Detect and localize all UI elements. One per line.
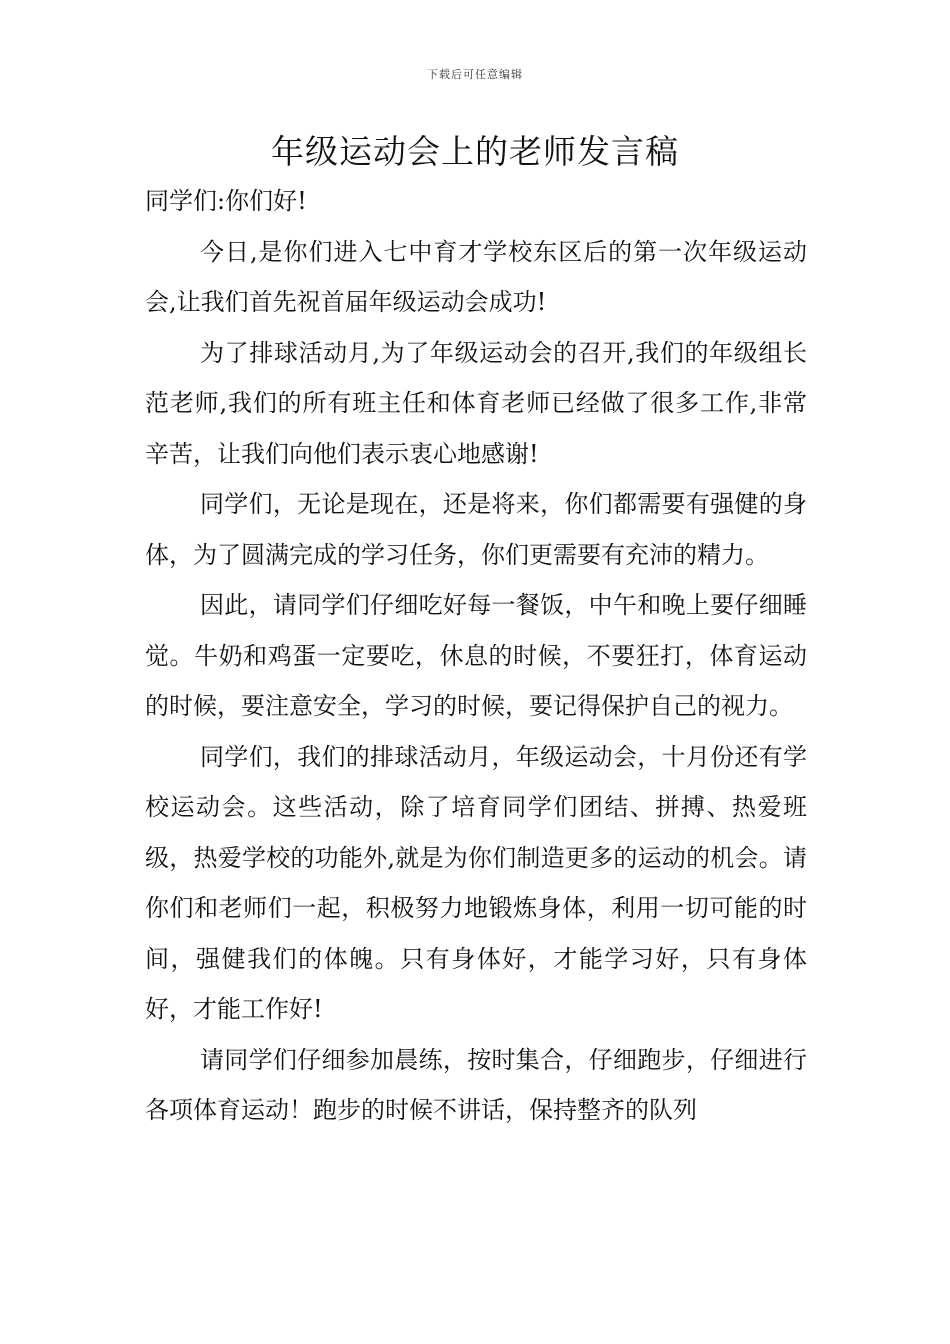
paragraph-2: 为了排球活动月,为了年级运动会的召开,我们的年级组长范老师,我们的所有班主任和体育老师已经做了很多工作,非常辛苦，让我们向他们表示衷心地感谢! (145, 338, 807, 468)
header-note: 下载后可任意编辑 (427, 68, 523, 81)
paragraph-6: 请同学们仔细参加晨练，按时集合，仔细跑步，仔细进行各项体育运动！跑步的时候不讲话，保持整齐的队列 (145, 1045, 807, 1124)
paragraph-5: 同学们，我们的排球活动月，年级运动会，十月份还有学校运动会。这些活动，除了培育同学们团结、拼搏、热爱班级，热爱学校的功能外,就是为你们制造更多的运动的机会。请你们和老师们一起，积极努力地锻炼身体，利用一切可能的时间，强健我们的体魄。只有身体好，才能学习好，只有身体好，才能工作好! (145, 742, 807, 1023)
paragraph-4: 因此，请同学们仔细吃好每一餐饭，中午和晚上要仔细睡觉。牛奶和鸡蛋一定要吃，休息的时候，不要狂打，体育运动的时候，要注意安全，学习的时候，要记得保护自己的视力。 (145, 591, 807, 720)
paragraph-3: 同学们，无论是现在，还是将来，你们都需要有强健的身体，为了圆满完成的学习任务，你们更需要有充沛的精力。 (145, 490, 807, 569)
document-body (145, 176, 807, 1136)
paragraph-1: 今日,是你们进入七中育才学校东区后的第一次年级运动会,让我们首先祝首届年级运动会成功! (145, 237, 807, 316)
greeting: 同学们:你们好! (145, 187, 307, 215)
document-title: 年级运动会上的老师发言稿 (271, 132, 679, 171)
